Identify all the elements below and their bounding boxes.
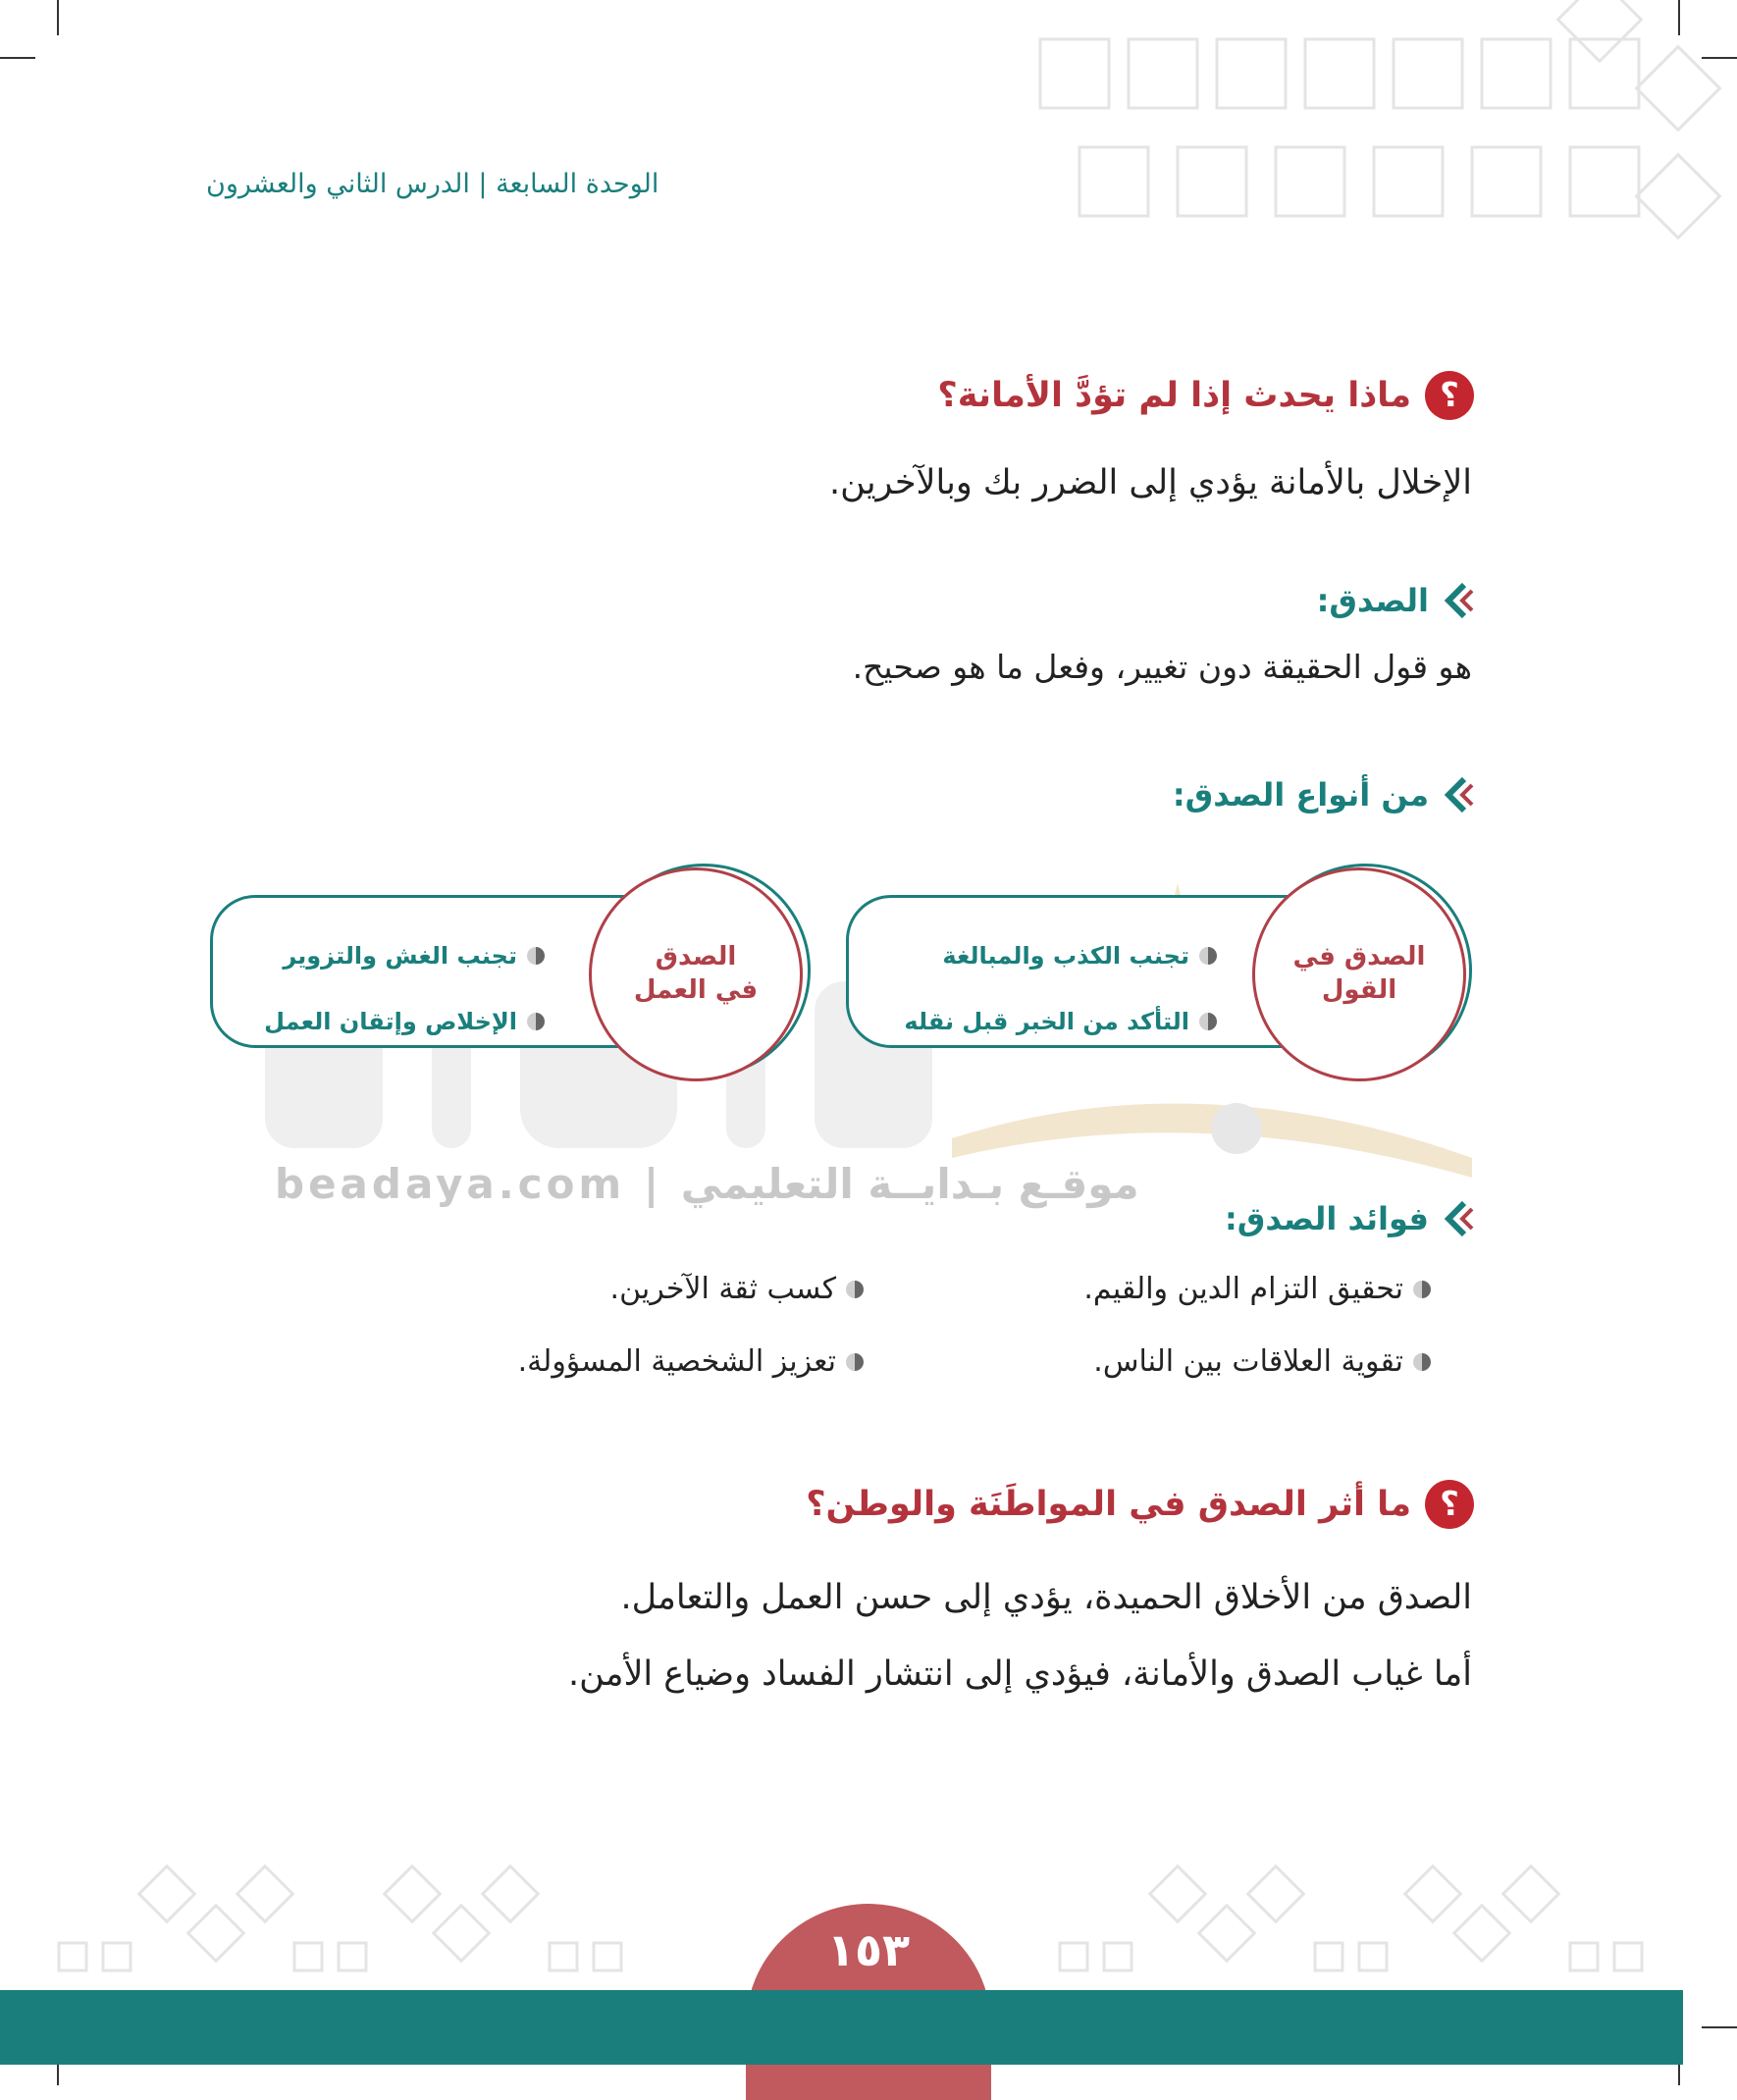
- work-item: الإخلاص وإتقان العمل: [264, 1008, 545, 1035]
- section-title: فوائد الصدق:: [1224, 1200, 1429, 1237]
- work-item: تجنب الغش والتزوير: [283, 942, 545, 970]
- half-circle-bullet-icon: [846, 1281, 864, 1298]
- half-circle-bullet-icon: [846, 1353, 864, 1371]
- question-heading-2: [806, 1480, 1474, 1529]
- speech-item: تجنب الكذب والمبالغة: [942, 942, 1217, 970]
- footer-bar: [0, 1990, 1683, 2065]
- speech-circle: [1252, 867, 1466, 1081]
- section-title: الصدق:: [1316, 582, 1429, 619]
- section-heading-honesty: [1317, 581, 1474, 620]
- question-title: ماذا يحدث إذا لم تؤدَّ الأمانة؟: [937, 376, 1411, 415]
- benefit-item: كسب ثقة الآخرين.: [610, 1272, 864, 1306]
- half-circle-bullet-icon: [1413, 1353, 1431, 1371]
- crop-mark: [1702, 2026, 1737, 2028]
- section-heading-benefits: [1225, 1199, 1474, 1238]
- honesty-definition: هو قول الحقيقة دون تغيير، وفعل ما هو صحيح.: [852, 648, 1472, 686]
- double-chevron-icon: [1439, 581, 1474, 620]
- question-title: ما أثر الصدق في المواطَنَة والوطن؟: [806, 1485, 1411, 1524]
- section-title: من أنواع الصدق:: [1172, 776, 1429, 814]
- crop-mark: [57, 0, 59, 35]
- question-answer-line: الصدق من الأخلاق الحميدة، يؤدي إلى حسن العمل والتعامل.: [620, 1578, 1472, 1617]
- double-chevron-icon: [1439, 775, 1474, 814]
- watermark-text: beadaya.com | موقـع بـدايــة التعليمي: [275, 1160, 1139, 1208]
- work-circle: [589, 867, 803, 1081]
- half-circle-bullet-icon: [1199, 1013, 1217, 1030]
- double-chevron-icon: [1439, 1199, 1474, 1238]
- decorative-pattern-top: [1021, 0, 1737, 265]
- question-icon: ؟: [1425, 371, 1474, 420]
- speech-label: الصدق في القول: [1292, 942, 1426, 1005]
- section-heading-types: [1173, 775, 1474, 814]
- work-label: الصدق في العمل: [633, 942, 759, 1005]
- question-heading-1: [937, 371, 1474, 420]
- benefit-item: تحقيق التزام الدين والقيم.: [1083, 1272, 1431, 1306]
- page-number: ١٥٣: [826, 1923, 911, 1976]
- half-circle-bullet-icon: [1199, 947, 1217, 965]
- half-circle-bullet-icon: [527, 1013, 545, 1030]
- unit-lesson-header: الوحدة السابعة | الدرس الثاني والعشرون: [206, 169, 659, 199]
- question-answer-1: الإخلال بالأمانة يؤدي إلى الضرر بك وبالآخرين.: [829, 463, 1472, 502]
- speech-item: التأكد من الخبر قبل نقله: [904, 1008, 1217, 1035]
- half-circle-bullet-icon: [1413, 1281, 1431, 1298]
- crop-mark: [0, 57, 35, 59]
- question-answer-line: أما غياب الصدق والأمانة، فيؤدي إلى انتشار الفساد وضياع الأمن.: [567, 1654, 1472, 1694]
- question-icon: ؟: [1425, 1480, 1474, 1529]
- benefit-item: تعزيز الشخصية المسؤولة.: [518, 1344, 864, 1379]
- benefit-item: تقوية العلاقات بين الناس.: [1093, 1344, 1431, 1379]
- half-circle-bullet-icon: [527, 947, 545, 965]
